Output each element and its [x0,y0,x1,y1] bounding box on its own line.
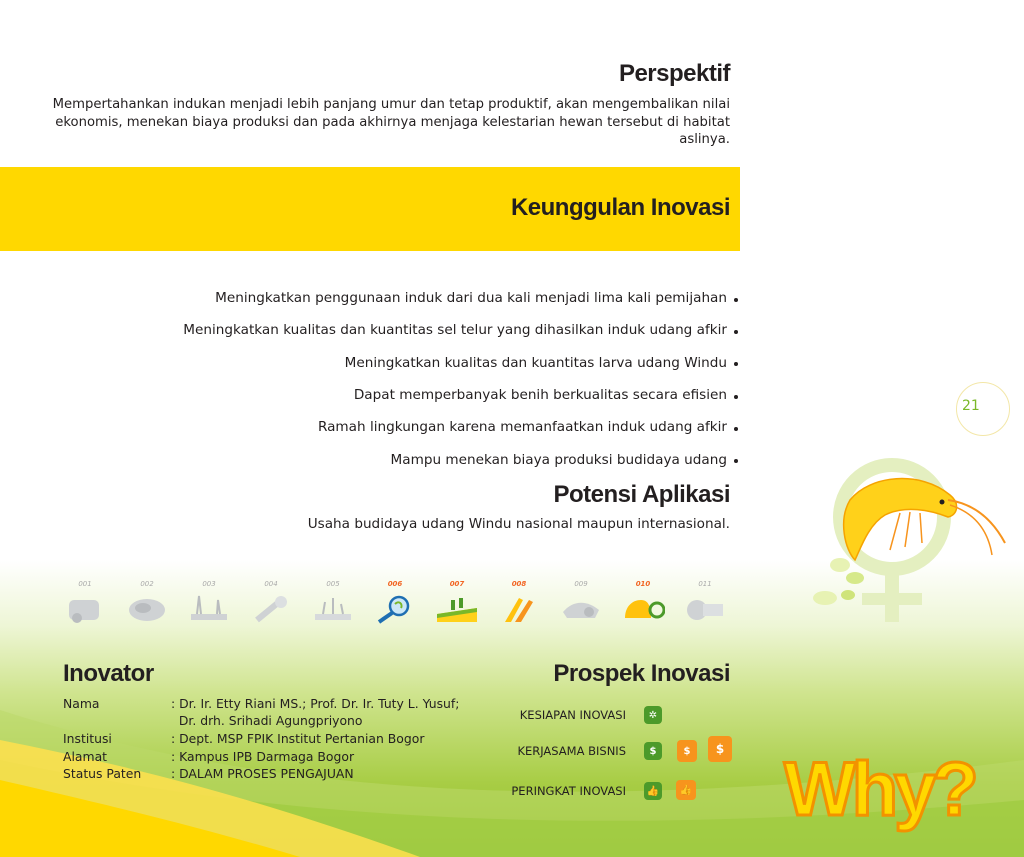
category-002: 002 [122,580,172,624]
svg-text:Why?: Why? [784,747,975,832]
list-item: Meningkatkan kualitas dan kuantitas larva udang Windu [38,347,738,379]
benefit-list [38,282,738,476]
technology-icon [559,592,603,624]
agriculture-field-icon [435,592,479,624]
prospek-row-peringkat: PERINGKAT INOVASI [511,784,626,798]
money-bag-icon: $ [677,740,697,762]
bullet-icon [734,459,738,463]
page-number: 21 [962,398,980,414]
research-magnifier-icon [373,592,417,624]
category-001: 001 [60,580,110,624]
bullet-icon [734,330,738,334]
list-item: Ramah lingkungan karena memanfaatkan induk udang afkir [38,411,738,443]
gear-icon: ✲ [644,706,662,724]
prospek-row-kesiapan: KESIAPAN INOVASI [519,708,626,722]
money-bag-icon: $ [708,736,732,762]
inovator-heading: Inovator [63,660,154,687]
perspektif-heading: Perspektif [618,60,730,87]
potensi-body: Usaha budidaya udang Windu nasional maupun internasional. [307,516,730,532]
infrastructure-icon [187,592,231,624]
industry-icon [683,592,727,624]
category-005: 005 [308,580,358,624]
category-006: 006 [370,580,420,624]
thumbs-up-icon: 👍 [644,782,662,800]
shrimp-illustration-icon [810,455,1010,630]
category-004: 004 [246,580,296,624]
potensi-heading: Potensi Aplikasi [553,481,730,508]
harvest-icon [497,592,541,624]
category-011: 011 [680,580,730,624]
category-003: 003 [184,580,234,624]
laboratory-icon [311,592,355,624]
money-bag-icon: $ [644,742,662,760]
seeds-icon [125,592,169,624]
category-008: 008 [494,580,544,624]
category-009: 009 [556,580,606,624]
category-icon-strip [60,580,740,630]
category-007: 007 [432,580,482,624]
machinery-icon [63,592,107,624]
keunggulan-heading: Keunggulan Inovasi [510,194,730,221]
prospek-row-kerjasama: KERJASAMA BISNIS [517,744,626,758]
list-item: Meningkatkan kualitas dan kuantitas sel telur yang dihasilkan induk udang afkir [38,314,738,346]
thumbs-up-icon: 👍 [676,780,696,800]
energy-icon [249,592,293,624]
bullet-icon [734,395,738,399]
bullet-icon [734,298,738,302]
bullet-icon [734,427,738,431]
category-010: 010 [618,580,668,624]
list-item: Dapat memperbanyak benih berkualitas secara efisien [38,379,738,411]
list-item: Mampu menekan biaya produksi budidaya udang [38,443,738,475]
perspektif-body: Mempertahankan indukan menjadi lebih panjang umur dan tetap produktif, akan mengembalikan nilai ekonomis, menekan biaya produksi dan pada akhirnya menjaga kelestarian hewan tersebut di habitat aslinya. [52,97,730,147]
list-item: Meningkatkan penggunaan induk dari dua kali menjadi lima kali pemijahan [38,282,738,314]
why-logo [778,720,988,840]
environment-recycle-icon [621,592,665,624]
prospek-heading: Prospek Inovasi [553,660,730,687]
bullet-icon [734,362,738,366]
